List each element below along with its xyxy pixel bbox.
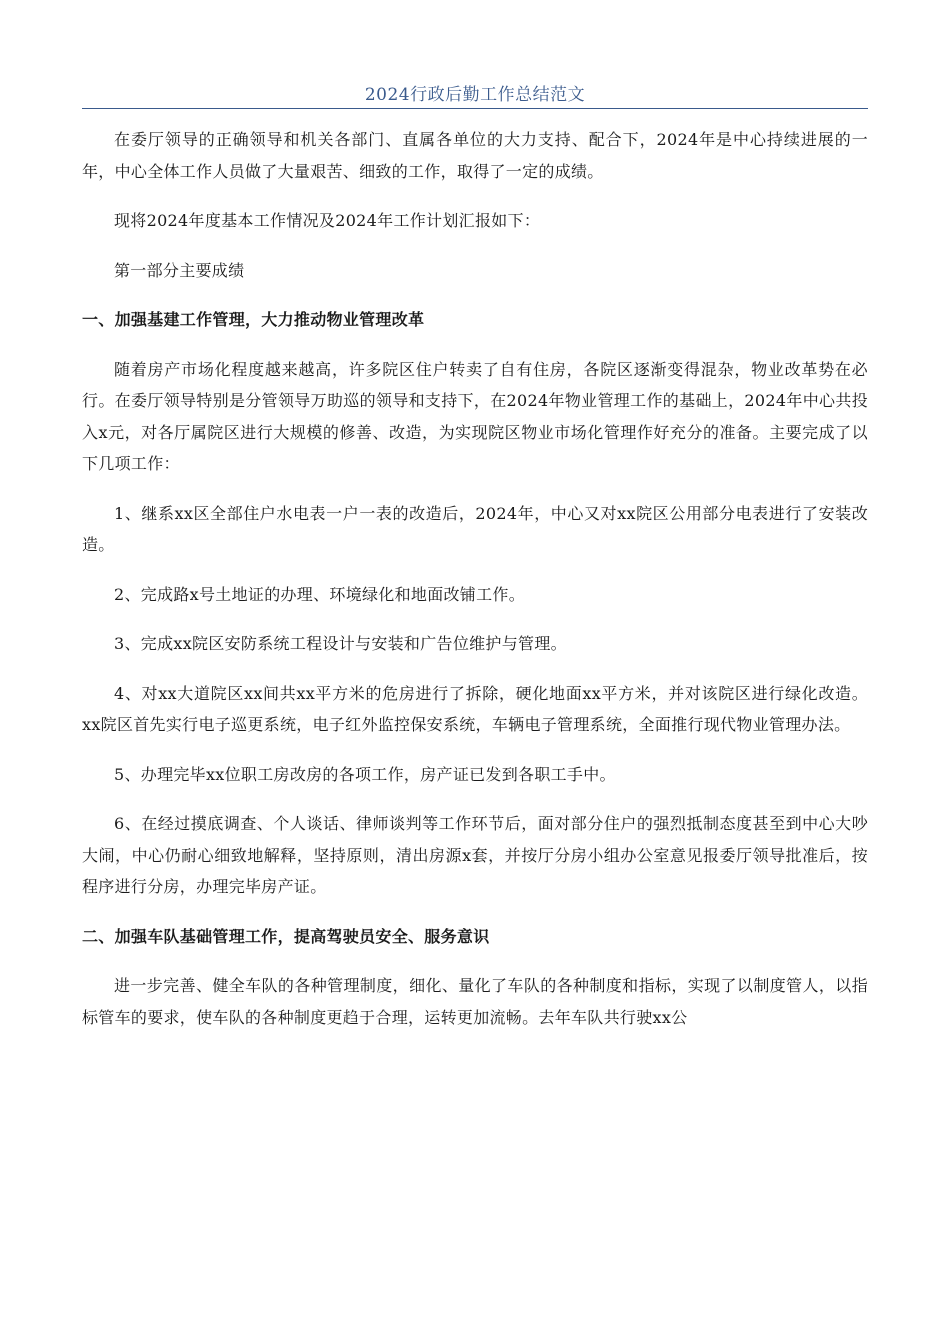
section-heading-1: 一、加强基建工作管理，大力推动物业管理改革 (82, 310, 425, 329)
paragraph-fleet-management: 进一步完善、健全车队的各种管理制度，细化、量化了车队的各种制度和指标，实现了以制度管人，以指标管车的要求，使车队的各种制度更趋于合理，运转更加流畅。去年车队共行驶xx公 (82, 976, 868, 1027)
paragraph-property-reform: 随着房产市场化程度越来越高，许多院区住户转卖了自有住房，各院区逐渐变得混杂，物业改革势在必行。在委厅领导特别是分管领导万助巡的领导和支持下，在2024年物业管理工作的基础上，2024年中心共投入x元，对各厅属院区进行大规模的修善、改造，为实现院区物业市场化管理作好充分的准备。主要完成了以下几项工作： (82, 359, 868, 473)
list-item-2: 2、完成路x号土地证的办理、环境绿化和地面改铺工作。 (114, 584, 526, 604)
title-underline (82, 108, 868, 109)
section-heading-2: 二、加强车队基础管理工作，提高驾驶员安全、服务意识 (82, 926, 490, 946)
document-body (82, 124, 868, 1051)
list-item-3: 3、完成xx院区安防系统工程设计与安装和广告位维护与管理。 (114, 634, 567, 653)
paragraph-part-one: 第一部分主要成绩 (114, 260, 245, 280)
paragraph-intro: 在委厅领导的正确领导和机关各部门、直属各单位的大力支持、配合下，2024年是中心持续进展的一年，中心全体工作人员做了大量艰苦、细致的工作，取得了一定的成绩。 (82, 130, 868, 181)
list-item-5: 5、办理完毕xx位职工房改房的各项工作，房产证已发到各职工手中。 (114, 764, 616, 784)
list-item-1: 1、继系xx区全部住户水电表一户一表的改造后，2024年，中心又对xx院区公用部分电表进行了安装改造。 (82, 503, 868, 554)
list-item-4: 4、对xx大道院区xx间共xx平方米的危房进行了拆除，硬化地面xx平方米，并对该院区进行绿化改造。xx院区首先实行电子巡更系统，电子红外监控保安系统，车辆电子管理系统，全面推行现代物业管理办法。 (82, 683, 868, 734)
paragraph-report-intro: 现将2024年度基本工作情况及2024年工作计划汇报如下： (114, 211, 541, 230)
list-item-6: 6、在经过摸底调查、个人谈话、律师谈判等工作环节后，面对部分住户的强烈抵制态度甚至到中心大吵大闹，中心仍耐心细致地解释，坚持原则，清出房源x套，并按厅分房小组办公室意见报委厅领导批准后，按程序进行分房，办理完毕房产证。 (82, 814, 868, 896)
document-title: 2024行政后勤工作总结范文 (364, 85, 586, 105)
